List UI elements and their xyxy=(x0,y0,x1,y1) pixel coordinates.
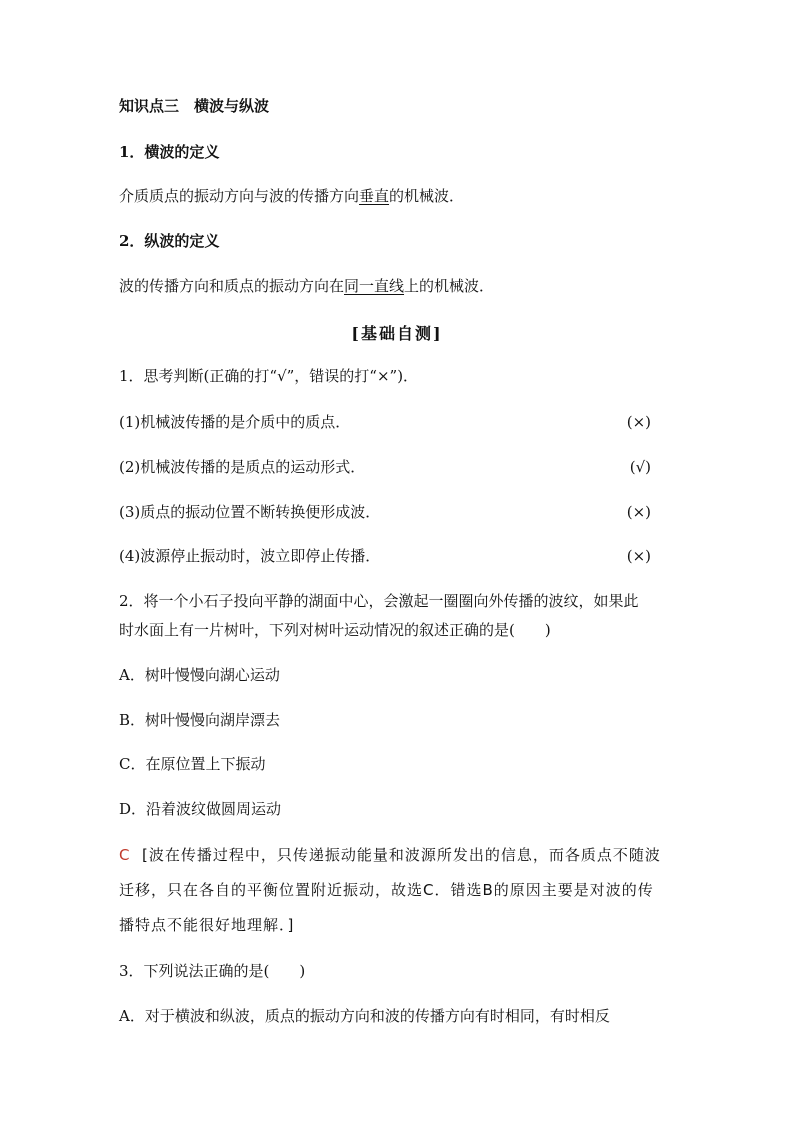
q2-explanation-line-3: 播特点不能很好地理解．] xyxy=(119,916,295,934)
q2-option-a: A．树叶慢慢向湖心运动 xyxy=(119,666,280,684)
transverse-definition xyxy=(119,186,464,206)
q1-item-4: (4)波源停止振动时，波立即停止传播． xyxy=(119,547,381,565)
q2-explanation-line-1 xyxy=(119,845,679,865)
q2-answer: C xyxy=(119,846,131,864)
transverse-heading: 1．横波的定义 xyxy=(119,143,220,161)
section-title: 知识点三 横波与纵波 xyxy=(119,97,270,115)
longitudinal-heading: 2．纵波的定义 xyxy=(119,232,220,250)
q1-item-2: (2)机械波传播的是质点的运动形式． xyxy=(119,458,366,476)
longitudinal-keyword: 同一直线 xyxy=(344,277,405,295)
q2-stem-line-2: 时水面上有一片树叶，下列对树叶运动情况的叙述正确的是( ) xyxy=(119,621,551,639)
transverse-text-before: 介质质点的振动方向与波的传播方向 xyxy=(119,187,360,205)
q1-stem: 1．思考判断(正确的打“√”，错误的打“×”)． xyxy=(119,367,419,385)
q1-item-4-mark: (×) xyxy=(626,547,651,565)
q2-explain-text-1: [波在传播过程中，只传递振动能量和波源所发出的信息，而各质点不随波 xyxy=(142,846,661,864)
longitudinal-definition xyxy=(119,276,494,296)
q2-option-b: B．树叶慢慢向湖岸漂去 xyxy=(119,711,281,729)
q1-item-1: (1)机械波传播的是介质中的质点． xyxy=(119,413,351,431)
q1-item-2-mark: (√) xyxy=(629,458,651,476)
longitudinal-text-after: 上的机械波． xyxy=(404,277,495,295)
q3-option-a: A．对于横波和纵波，质点的振动方向和波的传播方向有时相同，有时相反 xyxy=(119,1007,610,1025)
q1-item-1-mark: (×) xyxy=(626,413,651,431)
q1-item-3: (3)质点的振动位置不断转换便形成波． xyxy=(119,503,381,521)
q2-option-d: D．沿着波纹做圆周运动 xyxy=(119,800,282,818)
q2-explanation-line-2: 迁移，只在各自的平衡位置附近振动，故选C．错选B的原因主要是对波的传 xyxy=(119,881,654,899)
self-test-title: [基础自测] xyxy=(351,324,443,343)
transverse-text-after: 的机械波． xyxy=(389,187,465,205)
q3-stem: 3．下列说法正确的是( ) xyxy=(119,962,306,980)
q2-option-c: C．在原位置上下振动 xyxy=(119,755,266,773)
longitudinal-text-before: 波的传播方向和质点的振动方向在 xyxy=(119,277,345,295)
q1-item-3-mark: (×) xyxy=(626,503,651,521)
transverse-keyword: 垂直 xyxy=(359,187,390,205)
q2-stem-line-1: 2．将一个小石子投向平静的湖面中心，会激起一圈圈向外传播的波纹，如果此 xyxy=(119,592,639,610)
